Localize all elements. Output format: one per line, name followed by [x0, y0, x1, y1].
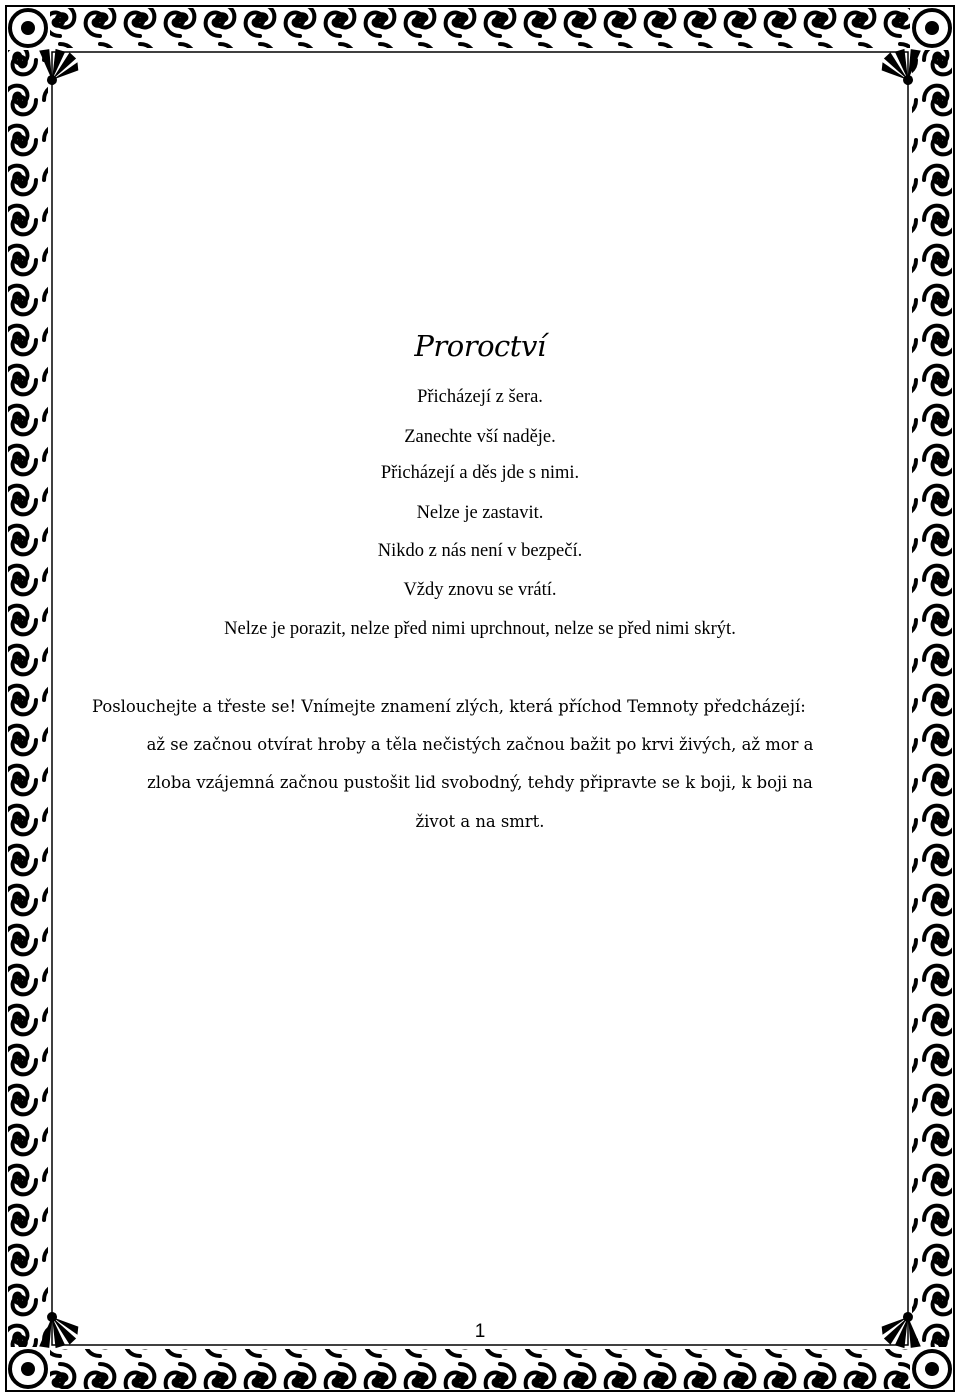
- poem-line-3: Přicházejí a děs jde s nimi.: [380, 463, 580, 483]
- poem-line-2: Zanechte vší naděje.: [404, 427, 556, 447]
- prose-line-4: život a na smrt.: [415, 812, 545, 831]
- prose-line-2: až se začnou otvírat hroby a těla nečistých začnou bažit po krvi živých, až mor a: [146, 735, 814, 754]
- prose-line-3: zloba vzájemná začnou pustošit lid svobodný, tehdy připravte se k boji, k boji na: [147, 773, 813, 792]
- poem-line-7: Nelze je porazit, nelze před nimi uprchnout, nelze se před nimi skrýt.: [224, 619, 736, 639]
- poem-line-6: Vždy znovu se vrátí.: [403, 580, 557, 600]
- poem-line-1: Přicházejí z šera.: [417, 387, 543, 407]
- prose-line-1: Poslouchejte a třeste se! Vnímejte znamení zlých, která příchod Temnoty předcházejí:: [92, 697, 806, 716]
- poem-line-4: Nelze je zastavit.: [416, 503, 544, 523]
- poem-line-5: Nikdo z nás není v bezpečí.: [377, 541, 583, 561]
- page-title: Proroctví: [414, 329, 546, 363]
- page-number: 1: [474, 1321, 486, 1342]
